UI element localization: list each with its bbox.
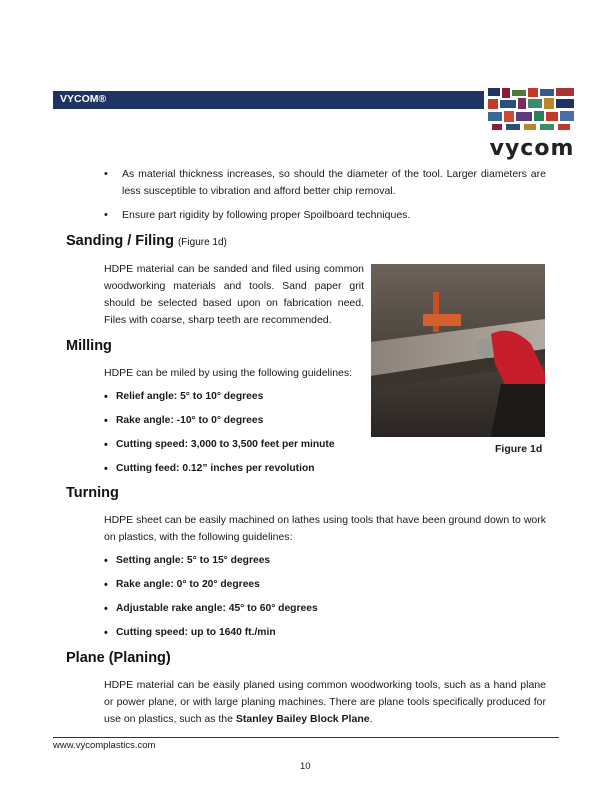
milling-list [104, 391, 335, 487]
section-heading-turning: Turning [66, 485, 119, 501]
heading-text: Sanding / Filing [66, 233, 174, 249]
list-item: • Cutting speed: up to 1640 ft./min [104, 627, 318, 639]
list-item: • Rake angle: -10° to 0° degrees [104, 415, 335, 427]
list-item: • Cutting feed: 0.12” inches per revolution [104, 463, 335, 475]
list-item: • Adjustable rake angle: 45° to 60° degrees [104, 603, 318, 615]
milling-intro: HDPE can be miled by using the following guidelines: [104, 367, 353, 379]
tool-name: Stanley Bailey Block Plane [235, 713, 370, 725]
brand-title: VYCOM® [60, 93, 107, 105]
sanding-paragraph: HDPE material can be sanded and filed using common woodworking materials and tools. Sand paper grit should be selected based upon on fabrication need. Files with coarse, sharp teeth are recommended. [104, 263, 364, 326]
figure-photo [371, 264, 545, 437]
page-number: 10 [300, 761, 311, 772]
footer-url: www.vycomplastics.com [53, 740, 156, 751]
footer-divider [53, 737, 559, 738]
list-item: • Cutting speed: 3,000 to 3,500 feet per minute [104, 439, 335, 451]
list-item: • Relief angle: 5° to 10° degrees [104, 391, 335, 403]
planing-end: . [369, 713, 373, 725]
section-heading-sanding [66, 233, 227, 249]
turning-list [104, 555, 318, 651]
figure-caption: Figure 1d [495, 443, 543, 455]
list-item: • Setting angle: 5° to 15° degrees [104, 555, 318, 567]
list-item: • As material thickness increases, so should the diameter of the tool. Larger diameters are less susceptible to vibration and afford better chip removal. [104, 166, 546, 200]
header-bar [53, 91, 484, 109]
turning-intro: HDPE sheet can be easily machined on lathes using tools that have been ground down to work on plastics, with the following guidelines: [104, 514, 546, 543]
planing-text: HDPE material can be easily planed using common woodworking tools, such as a hand plane or power plane, or with large planing machines. There are plane tools specifically produced for use on plastics, such as the [104, 679, 546, 725]
logo-wordmark: vycom [489, 136, 575, 161]
list-item: • Rake angle: 0° to 20° degrees [104, 579, 318, 591]
intro-bullets [104, 166, 546, 224]
section-heading-milling: Milling [66, 338, 112, 354]
planing-paragraph [104, 677, 546, 728]
figure-ref: (Figure 1d) [177, 237, 227, 248]
list-item: • Ensure part rigidity by following proper Spoilboard techniques. [104, 207, 546, 224]
section-heading-planing: Plane (Planing) [66, 650, 171, 666]
